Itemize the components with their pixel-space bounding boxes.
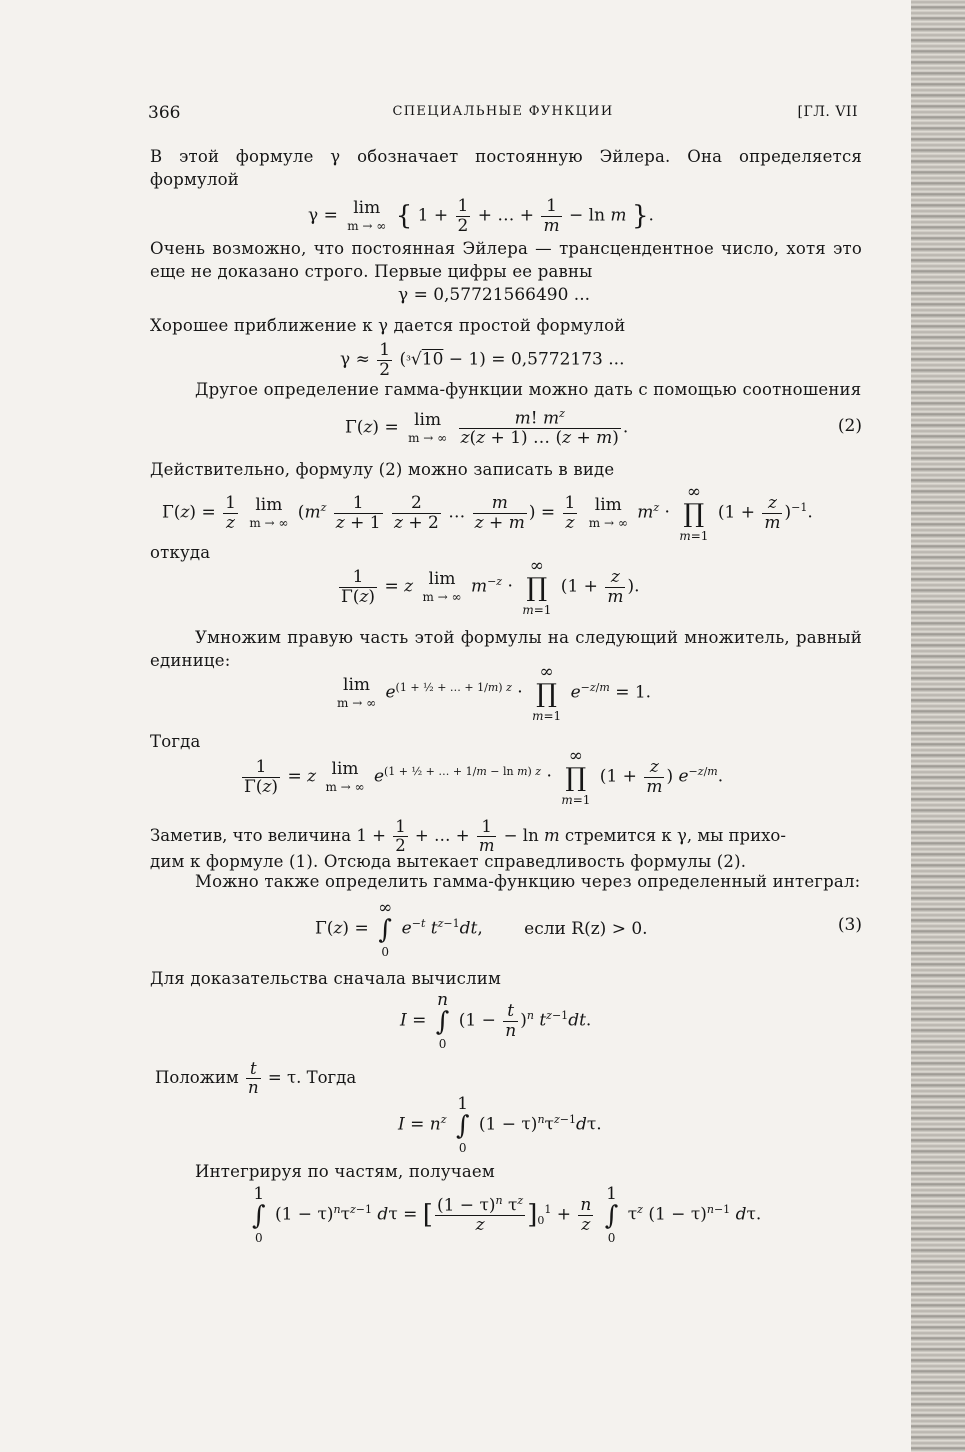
formula-unity-factor: lim m → ∞ $e^{(1 + \frac{1}{2} + \dots + 1/m) z}$ · ∞ ∏ m=1 $e^{-z/m} = 1$.	[337, 662, 652, 723]
paragraph-proof: Для доказательства сначала вычислим	[150, 969, 501, 988]
paragraph-noting-start: Заметив, что величина	[150, 826, 352, 846]
page-header	[148, 103, 858, 125]
paragraph-indeed: Действительно, формулу (2) можно записать в виде	[150, 460, 615, 479]
paragraph-transcendental: Очень возможно, что постоянная Эйлера — трансцендентное число, хотя это еще не доказано строго. Первые цифры ее равны	[150, 239, 862, 281]
approx-value: = 0,5772173 ...	[491, 349, 625, 370]
page-number: 366	[148, 103, 181, 123]
chapter-label: [ГЛ. VII	[797, 104, 858, 120]
running-title: СПЕЦИАЛЬНЫЕ ФУНКЦИИ	[392, 104, 614, 119]
paragraph-then: Тогда	[150, 732, 201, 751]
formula-gamma-product: Γ(z) = $\frac{1}{z}$ lim m → ∞ ($m^z$ $\frac{1}{z + 1}$ $\frac{2}{z + 2}$ … $\frac{m}{z + m}$ ) = $\frac{1}{z}$ lim m → ∞ $m^z$ · ∞ ∏ m=1 (1 + $\frac{z}{m}$ )$^{-1}$.	[162, 482, 813, 543]
paragraph-approximation: Хорошее приближение к γ дается простой формулой	[150, 316, 626, 335]
formula-gamma-approx: γ ≈ $\frac{1}{2}$ (³√10 − 1) = 0,5772173 ...	[340, 340, 625, 380]
equation-number-3: (3)	[837, 915, 862, 935]
paragraph-substitution: Положим $\frac{t}{n}$ = τ. Тогда	[155, 1059, 357, 1098]
paragraph-substitution-start: Положим	[155, 1068, 239, 1088]
paragraph-multiply: Умножим правую часть этой формулы на следующий множитель, равный единице:	[150, 628, 862, 670]
formula-gamma-value: γ = 0,57721566490 ...	[398, 285, 591, 305]
formula-integral-tau: $I = n^z$ 1 ∫ 0 $(1 - \tau)^n\tau^{z-1}d\tau$.	[398, 1094, 602, 1155]
paragraph-by-parts: Интегрируя по частям, получаем	[195, 1162, 495, 1181]
page-edge-shadow	[911, 0, 965, 1452]
paragraph-conclusion: дим к формуле (1). Отсюда вытекает справедливость формулы (2).	[150, 852, 747, 871]
formula-integration-by-parts: 1 ∫ 0 $(1 - \tau)^n\tau^{z-1}$ dτ = [ $\frac{(1 - \tau)^n \tau^z}{z}$ ]$_0^1$ + $\frac{n}{z}$ 1 ∫ 0 $\tau^z$ $(1 - \tau)^{n-1}$ dτ.	[252, 1184, 762, 1245]
paragraph-euler-constant: В этой формуле γ обозначает постоянную Эйлера. Она определяется формулой	[150, 147, 862, 189]
formula-integral-i: I = n ∫ 0 (1 − $\frac{t}{n}$ )$^n$ $t^{z-1}dt$.	[400, 990, 592, 1051]
paragraph-whence: откуда	[150, 543, 211, 562]
equation-number-2: (2)	[837, 416, 862, 436]
paragraph-substitution-end: Тогда	[306, 1068, 357, 1088]
formula-euler-integral: Γ(z) = ∞ ∫ 0 $e^{-t}$ $t^{z-1}dt$, если R(z) > 0.	[315, 898, 648, 959]
formula-euler-limit: γ = lim m → ∞ { 1 + $\frac{1}{2}$ + … + $\frac{1}{m}$ − ln m }.	[308, 196, 654, 236]
paragraph-another-definition: Другое определение гамма-функции можно дать с помощью соотношения	[195, 380, 862, 399]
formula-gamma-limit-def: Γ(z) = lim m → ∞ $\frac{m! m^z}{z(z + 1) \dots (z + m)}$ .	[345, 407, 629, 449]
eq3-condition: если R(z) > 0.	[524, 918, 648, 939]
paragraph-integral-definition: Можно также определить гамма-функцию через определенный интеграл:	[195, 872, 861, 891]
formula-reciprocal-gamma: $\frac{1}{\Gamma(z)}$ = z lim m → ∞ $m^{-z}$ · ∞ ∏ m=1 (1 + $\frac{z}{m}$ ).	[341, 556, 640, 617]
paragraph-noting-end: стремится к γ, мы прихо-	[564, 826, 786, 846]
paragraph-noting: Заметив, что величина 1 + $\frac{1}{2}$ + … + $\frac{1}{m}$ − ln m стремится к γ, мы прихо-	[150, 817, 786, 856]
formula-weierstrass: $\frac{1}{\Gamma(z)}$ = z lim m → ∞ $e^{(1 + \frac{1}{2} + \dots + 1/m - ln m) z}$ · ∞ ∏ m=1 (1 + $\frac{z}{m}$ ) $e^{-z/m}$.	[244, 746, 724, 807]
